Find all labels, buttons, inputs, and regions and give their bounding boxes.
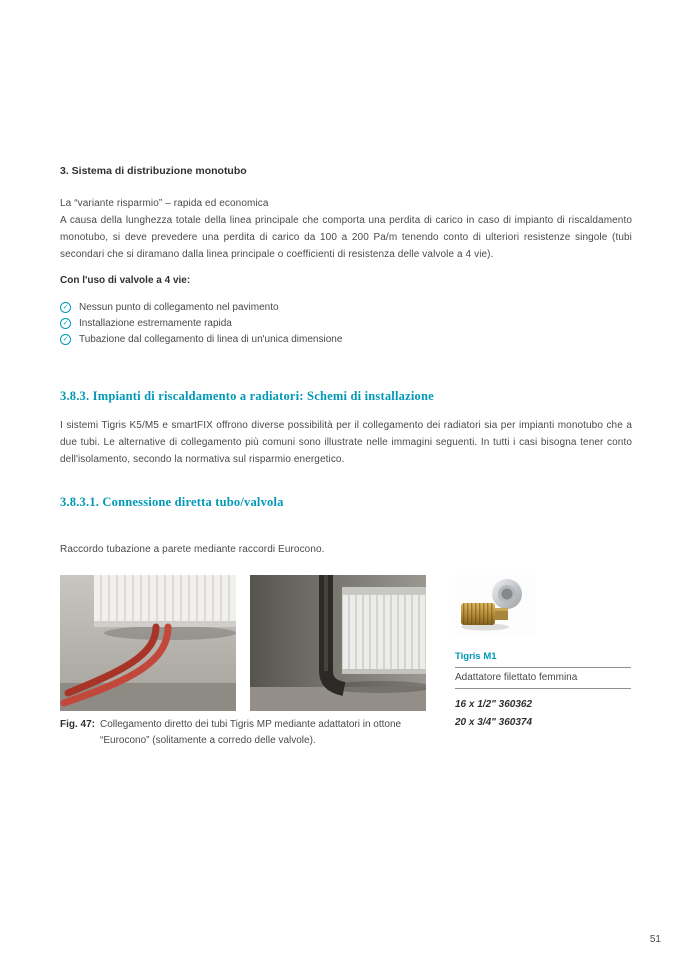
caption-line-2: “Eurocono” (solitamente a corredo delle valvole). (100, 735, 316, 746)
caption-line-1: Collegamento diretto dei tubi Tigris MP mediante adattatori in ottone (100, 719, 402, 730)
list-item (60, 318, 342, 329)
figure-photo-left-radiator (60, 575, 236, 711)
page-number: 51 (649, 934, 661, 945)
figure-label: Fig. 47: (60, 719, 96, 730)
paragraph-3831: Raccordo tubazione a parete mediante raccordi Eurocono. (60, 544, 325, 555)
subheading-valvole: Con l'uso di valvole a 4 vie: (60, 275, 191, 286)
bullet-list (60, 302, 342, 350)
figure-photo-right-radiator (250, 575, 426, 711)
section-heading-383: 3.8.3. Impianti di riscaldamento a radiatori: Schemi di installazione (60, 389, 434, 403)
check-circle-icon (60, 318, 71, 329)
product-codes (455, 696, 631, 732)
product-name: Tigris M1 (455, 651, 631, 668)
figure-caption-text (100, 717, 401, 749)
paragraph-perdita-carico: A causa della lunghezza totale della linea principale che comporta una perdita di carico in caso di impianto di riscaldamento monotubo, si deve prevedere una perdita di carico da 100 a 200 Pa/m tenendo conto di ulteriori resistenze singole (tubi secondari che si diramano dalla linea principale o coefficienti di resistenza delle valvole a 4 vie). (60, 215, 632, 260)
product-code: 16 x 1/2" 360362 (455, 699, 533, 710)
section-heading-3831: 3.8.3.1. Connessione diretta tubo/valvola (60, 495, 284, 509)
list-item (60, 302, 342, 313)
bullet-text: Tubazione dal collegamento di linea di un'unica dimensione (79, 334, 343, 345)
product-code: 20 x 3/4" 360374 (455, 717, 533, 728)
section-heading-monotubo: 3. Sistema di distribuzione monotubo (60, 165, 247, 177)
bullet-text: Installazione estremamente rapida (79, 318, 232, 329)
product-column (455, 575, 631, 732)
check-circle-icon (60, 302, 71, 313)
paragraph-383: I sistemi Tigris K5/M5 e smartFIX offrono diverse possibilità per il collegamento dei radiatori sia per impianti monotubo che a due tubi. Le alternative di collegamento più comuni sono illustrate nelle immagini seguenti. In tutti i casi bisogna tener conto dell'isolamento, secondo la normativa sul risparmio energetico. (60, 420, 632, 465)
paragraph-variante: La “variante risparmio” – rapida ed economica (60, 198, 269, 209)
figure-caption (60, 717, 440, 749)
check-circle-icon (60, 334, 71, 345)
bullet-text: Nessun punto di collegamento nel pavimento (79, 302, 279, 313)
list-item (60, 334, 342, 345)
brass-adapter-image (455, 575, 535, 637)
product-photo (455, 575, 631, 637)
radiator-red-pipes-image (60, 575, 236, 711)
radiator-dark-pipe-image (250, 575, 426, 711)
product-description: Adattatore filettato femmina (455, 668, 631, 689)
